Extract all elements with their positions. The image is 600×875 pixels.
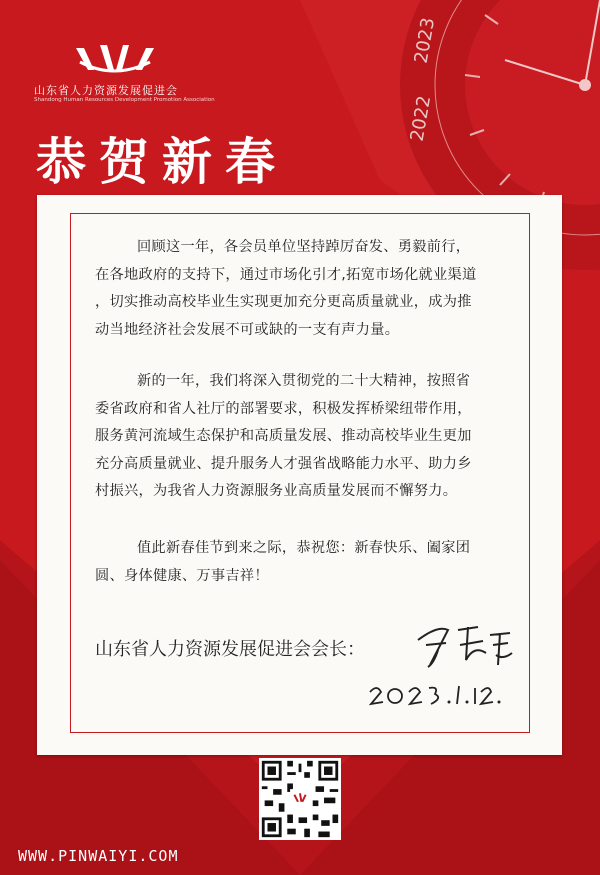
text-line: 充分高质量就业、提升服务人才强省战略能力水平、助力乡 [95,455,472,472]
paragraph-new-year [95,368,520,506]
site-watermark: WWW.PINWAIYI.COM [18,847,179,865]
org-name: 山东省人力资源发展促进会 [34,84,178,97]
text-line: ，切实推动高校毕业生实现更加充分更高质量就业，成为推 [95,294,472,310]
handwritten-date [365,680,505,710]
text-line: 新的一年，我们将深入贯彻党的二十大精神，按照省 [137,373,471,389]
text-line: 村振兴，为我省人力资源服务业高质量发展而不懈努力。 [95,483,458,499]
text-line: 委省政府和省人社厅的部署要求，积极发挥桥梁纽带作用， [95,400,472,417]
signature-label: 山东省人力资源发展促进会会长： [95,639,365,660]
org-name-en: Shandong Human Resources Development Promotion Association [34,97,215,103]
text-line: 回顾这一年，各会员单位坚持踔厉奋发、勇毅前行， [137,239,471,255]
year-2022-label: 2022 [406,94,436,143]
text-line: 服务黄河流域生态保护和高质量发展、推动高校毕业生更加 [95,428,472,444]
text-line: 动当地经济社会发展不可或缺的一支有声力量。 [95,321,400,338]
greeting-title: 恭贺新春 [36,132,288,191]
handwritten-signature [408,615,518,675]
year-2023-label: 2023 [410,16,440,65]
text-line: 圆、身体健康、万事吉祥！ [95,567,269,584]
paragraph-wishes [95,535,520,590]
paragraph-review [95,234,520,344]
text-line: 在各地政府的支持下，通过市场化引才,拓宽市场化就业渠道 [95,266,477,283]
text-line: 值此新春佳节到来之际，恭祝您：新春快乐、阖家团 [137,540,471,556]
qr-code [259,758,341,840]
